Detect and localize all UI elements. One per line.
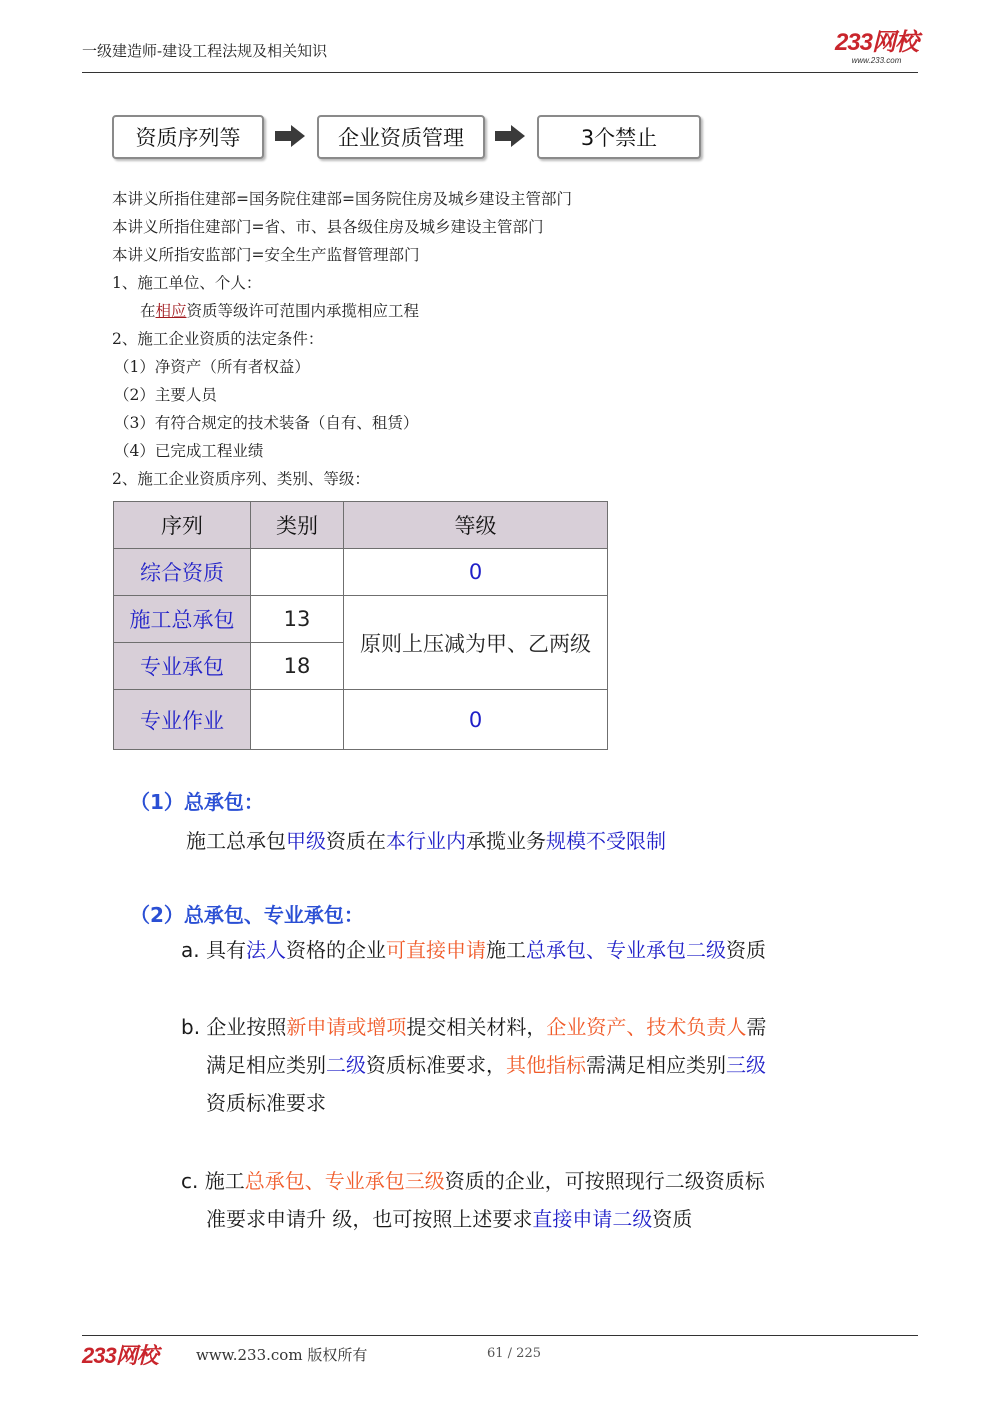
page-header	[82, 30, 918, 73]
document-title: 一级建造师-建设工程法规及相关知识	[82, 42, 328, 60]
text-fragment: c. 施工	[181, 1169, 245, 1193]
column-header: 序列	[114, 502, 251, 549]
note-line: 本讲义所指住建部=国务院住建部=国务院住房及城乡建设主管部门	[112, 190, 572, 208]
note-line: 本讲义所指住建部门=省、市、县各级住房及城乡建设主管部门	[112, 218, 544, 236]
category-cell	[251, 549, 344, 596]
series-cell: 专业承包	[114, 643, 251, 690]
text-fragment: b. 企业按照	[181, 1015, 287, 1039]
flow-step-2: 企业资质管理	[317, 115, 485, 159]
highlight-blue: 二级	[326, 1053, 366, 1077]
text-fragment: 需	[746, 1015, 767, 1039]
highlight-blue: 总承包、专业承包二级	[525, 938, 726, 962]
text-fragment: 提交相关材料，	[406, 1015, 547, 1039]
footer-copyright: www.233.com 版权所有	[196, 1346, 368, 1364]
item1-text	[140, 299, 419, 321]
section2-point-c	[181, 1162, 765, 1200]
series-cell: 专业作业	[114, 690, 251, 750]
table-row	[114, 596, 608, 643]
text-fragment: a. 具有	[181, 938, 246, 962]
brand-name: 233网校	[834, 29, 918, 56]
grade-cell: 0	[344, 690, 608, 750]
category-cell: 18	[251, 643, 344, 690]
brand-logo	[835, 30, 918, 65]
footer-logo: 233网校	[82, 1343, 158, 1368]
grade-cell: 0	[344, 549, 608, 596]
highlight-orange: 企业资产、技术负责人	[546, 1015, 747, 1039]
note-line: 本讲义所指安监部门=安全生产监督管理部门	[112, 246, 420, 264]
section1-title: （1）总承包：	[130, 790, 264, 814]
column-header: 类别	[251, 502, 344, 549]
underlined-text: 相应	[155, 302, 187, 320]
category-cell: 13	[251, 596, 344, 643]
brand-url: www.233.com	[851, 56, 902, 65]
right-arrow-icon	[275, 125, 305, 147]
text-fragment: 在	[140, 302, 156, 320]
item3-heading: 2、施工企业资质序列、类别、等级：	[112, 470, 370, 488]
text-fragment: 资质	[725, 938, 766, 962]
highlight-orange: 新申请或增项	[286, 1015, 407, 1039]
highlight-orange: 可直接申请	[385, 938, 486, 962]
table-header-row	[114, 502, 608, 549]
text-fragment: 资质	[652, 1207, 693, 1231]
flow-step-3: 3个禁止	[537, 115, 701, 159]
item1-heading: 1、施工单位、个人：	[112, 274, 262, 292]
flow-step-1: 资质序列等	[112, 115, 264, 159]
table-row	[114, 690, 608, 750]
text-fragment: 资质在	[326, 829, 386, 853]
highlight-blue: 规模不受限制	[546, 829, 666, 853]
section1-text	[186, 822, 666, 860]
section2-point-a	[181, 931, 766, 969]
text-fragment: 资质等级许可范围内承揽相应工程	[186, 302, 420, 320]
text-fragment: 满足相应类别	[206, 1053, 326, 1077]
highlight-blue: 直接申请二级	[532, 1207, 653, 1231]
qualification-table	[113, 501, 608, 750]
highlight-blue: 三级	[726, 1053, 766, 1077]
condition-item: （2）主要人员	[114, 386, 217, 404]
section2-point-c-cont	[206, 1200, 692, 1238]
condition-item: （4）已完成工程业绩	[114, 442, 264, 460]
text-fragment: 准要求申请升 级，也可按照上述要求	[206, 1207, 533, 1231]
text-fragment: 资格的企业	[285, 938, 386, 962]
highlight-blue: 本行业内	[386, 829, 466, 853]
text-fragment: 施工	[485, 938, 526, 962]
section2-title: （2）总承包、专业承包：	[130, 903, 364, 927]
category-cell	[251, 690, 344, 750]
text-fragment: 资质标准要求，	[366, 1053, 506, 1077]
item2-heading: 2、施工企业资质的法定条件：	[112, 330, 324, 348]
highlight-orange: 其他指标	[506, 1053, 586, 1077]
section2-point-b	[181, 1008, 766, 1046]
condition-item: （1）净资产（所有者权益）	[114, 358, 310, 376]
section2-point-b-cont	[206, 1046, 766, 1084]
text-fragment: 承揽业务	[466, 829, 546, 853]
highlight-blue: 甲级	[286, 829, 326, 853]
column-header: 等级	[344, 502, 608, 549]
highlight-blue: 法人	[245, 938, 286, 962]
text-fragment: 施工总承包	[186, 829, 286, 853]
series-cell: 施工总承包	[114, 596, 251, 643]
text-fragment: 需满足相应类别	[586, 1053, 726, 1077]
page-number: 61 / 225	[487, 1346, 541, 1361]
grade-cell: 原则上压减为甲、乙两级	[344, 596, 608, 690]
text-fragment: 资质的企业，可按照现行二级资质标	[444, 1169, 765, 1193]
footer-divider	[82, 1335, 918, 1336]
section2-point-b-cont: 资质标准要求	[206, 1091, 326, 1115]
right-arrow-icon	[495, 125, 525, 147]
process-flow	[112, 115, 712, 161]
highlight-orange: 总承包、专业承包三级	[244, 1169, 445, 1193]
table-row	[114, 549, 608, 596]
series-cell: 综合资质	[114, 549, 251, 596]
condition-item: （3）有符合规定的技术装备（自有、租赁）	[114, 414, 419, 432]
